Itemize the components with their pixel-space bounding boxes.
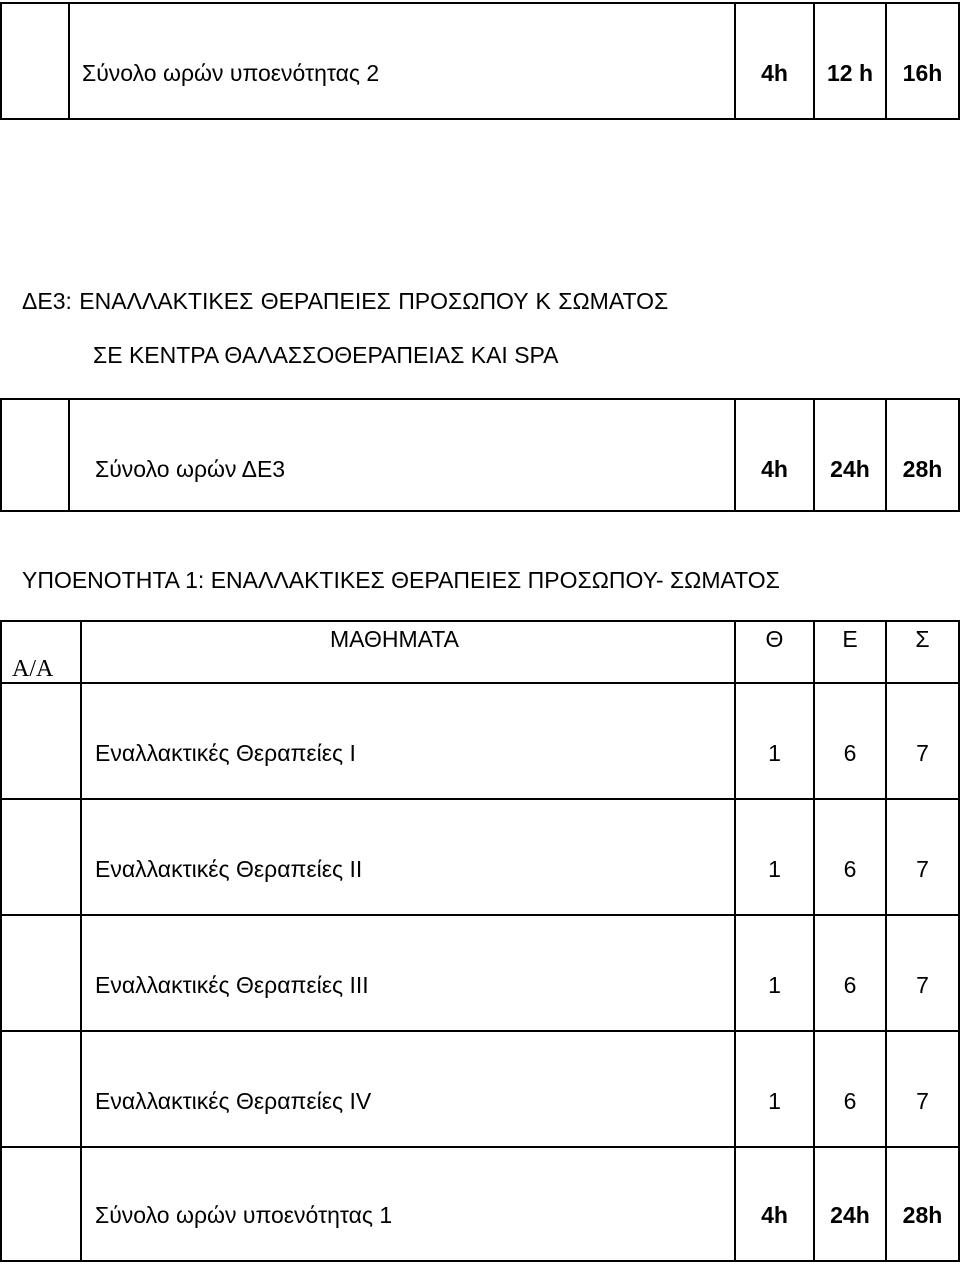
subunit2-total-theory: 4h [761,60,788,86]
table-row-theory: 1 [768,740,781,766]
table-row-theory: 1 [768,856,781,882]
subunit1-course-table [0,620,960,1262]
table-row-total: 7 [916,856,929,882]
module3-total-label: Σύνολο ωρών ΔΕ3 [95,456,286,482]
header-aa: Α/Α [12,656,54,682]
table-row-course: Εναλλακτικές Θεραπείες ΙΙ [95,856,363,882]
table-row-total: 7 [916,972,929,998]
subunit1-total-sum: 28h [902,1202,943,1228]
header-theory: Θ [765,626,784,652]
header-total: Σ [915,626,930,652]
subunit1-total-lab: 24h [830,1202,870,1228]
module3-total-theory: 4h [761,456,788,482]
table-row-course: Εναλλακτικές Θεραπείες Ι [95,740,356,766]
subunit1-total-theory: 4h [761,1202,788,1228]
subunit1-heading: ΥΠΟΕΝΟΤΗΤΑ 1: ΕΝΑΛΛΑΚΤΙΚΕΣ ΘΕΡΑΠΕΙΕΣ ΠΡΟΣΩΠΟΥ- ΣΩΜΑΤΟΣ [22,567,780,593]
subunit1-total-label: Σύνολο ωρών υποενότητας 1 [95,1202,393,1228]
header-courses: ΜΑΘΗΜΑΤΑ [330,626,459,652]
module3-title-line2: ΣΕ ΚΕΝΤΡΑ ΘΑΛΑΣΣΟΘΕΡΑΠΕΙΑΣ ΚΑΙ SPA [93,342,559,368]
module3-total-lab: 24h [830,456,870,482]
module3-title-line1: ΔΕ3: ΕΝΑΛΛΑΚΤΙΚΕΣ ΘΕΡΑΠΕΙΕΣ ΠΡΟΣΩΠΟΥ Κ ΣΩΜΑΤΟΣ [22,288,669,314]
table-row-lab: 6 [843,740,857,766]
module3-total-sum: 28h [902,456,943,482]
table-row-total: 7 [916,740,929,766]
table-row-lab: 6 [843,972,857,998]
table-row-lab: 6 [843,1088,857,1114]
table-row-theory: 1 [768,972,781,998]
subunit2-total-label: Σύνολο ωρών υποενότητας 2 [82,60,380,86]
subunit2-total-lab: 12 h [826,60,874,86]
table-row-course: Εναλλακτικές Θεραπείες ΙΙΙ [95,972,369,998]
table-row-lab: 6 [843,856,857,882]
header-lab: Ε [842,626,858,652]
subunit2-total-sum: 16h [902,60,943,86]
table-row-theory: 1 [768,1088,781,1114]
table-row-course: Εναλλακτικές Θεραπείες ΙV [95,1088,372,1114]
table-row-total: 7 [916,1088,929,1114]
